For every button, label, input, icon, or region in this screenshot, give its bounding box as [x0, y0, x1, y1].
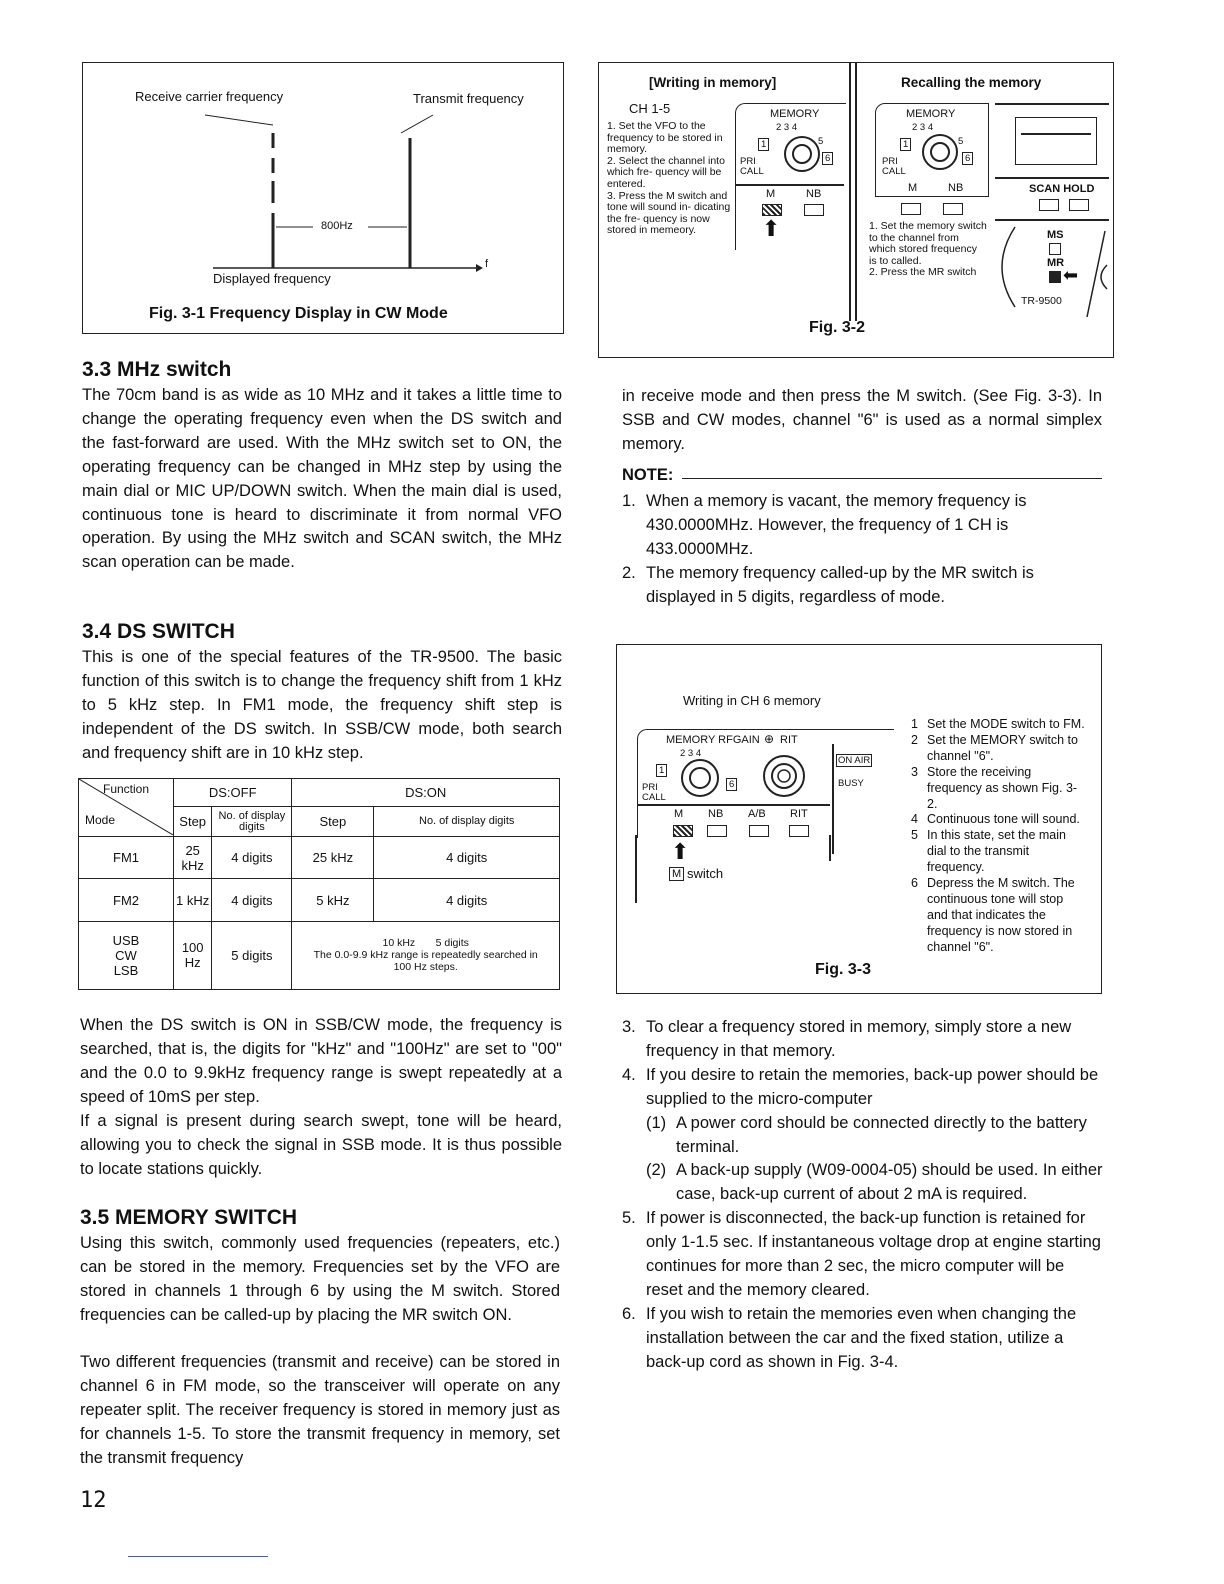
- mr-label: MR: [1047, 257, 1065, 269]
- digits-header: No. of display digits: [374, 807, 560, 837]
- ds-after-p1: When the DS switch is ON in SSB/CW mode, the frequency is searched, that is, the digits for "kHz" and "100Hz" are set to "00" and the 0.0 to 9.9kHz frequency range is swept repeatedly at a speed of 10mS per step.: [80, 1016, 562, 1106]
- mode-lsb: LSB: [113, 962, 139, 978]
- section-3-4-body: This is one of the special features of the TR-9500. The basic function of this switch is to change the frequency shift from 1 kHz to 5 kHz step. In FM1 mode, the frequency shift step is independent of the DS switch. In SSB/CW mode, both search and frequency shift are in 10 kHz step.: [82, 648, 562, 762]
- mr-switch[interactable]: [1049, 271, 1061, 283]
- channel-1: 1: [656, 764, 667, 777]
- ms-switch[interactable]: [1049, 243, 1061, 255]
- writing-step: 2. Select the channel into which fre- quency will be entered.: [607, 154, 725, 190]
- channel-1: 1: [758, 138, 769, 151]
- on-note: The 0.0-9.9 kHz range is repeatedly searched in 100 Hz steps.: [313, 949, 538, 974]
- memory-dial-icon[interactable]: [920, 132, 960, 172]
- writing-title: [Writing in memory]: [649, 75, 777, 90]
- off-step-cell: 25 kHz: [174, 837, 212, 879]
- ms-label: MS: [1047, 229, 1064, 241]
- list-item: 3. To clear a frequency stored in memory, simply store a new frequency in that memory.: [622, 1018, 1072, 1060]
- on-digits-cell: 4 digits: [374, 879, 560, 921]
- call-label: CALL: [882, 166, 906, 177]
- section-3-4-title: 3.4 DS SWITCH: [82, 620, 235, 643]
- channel-6: 6: [962, 152, 973, 165]
- rit-label: RIT: [790, 808, 808, 820]
- channel-6: 6: [726, 778, 737, 791]
- channel-6: 6: [822, 152, 833, 165]
- list-item: (1) A power cord should be connected directly to the battery terminal.: [646, 1113, 1087, 1156]
- frequency-axis-label: f: [485, 258, 489, 270]
- offset-800hz-label: 800Hz: [321, 220, 353, 232]
- arrow-left-icon: ⬅: [1063, 265, 1079, 285]
- m-switch[interactable]: [673, 825, 693, 837]
- list-item: 6. If you wish to retain the memories even when changing the installation between the car and the fixed station, utilize a back-up cord as shown in Fig. 3-4.: [622, 1304, 1077, 1371]
- table-row: [79, 879, 560, 921]
- figure-3-1: [82, 62, 564, 334]
- channel-1: 1: [900, 138, 911, 151]
- off-step-cell: 1 kHz: [174, 879, 212, 921]
- nb-label: NB: [708, 808, 724, 820]
- list-item: 2 Set the MEMORY switch to channel "6".: [911, 732, 1078, 763]
- mode-cell: [79, 921, 174, 989]
- figure-3-3-caption: Fig. 3-3: [815, 961, 872, 978]
- dial-rit-icon: ⊕: [764, 732, 775, 746]
- footer-rule: [128, 1556, 268, 1557]
- dial-numbers: 2 3 4: [680, 748, 702, 759]
- nb-label: NB: [806, 188, 822, 200]
- mode-header: Mode: [85, 813, 116, 827]
- nb-switch[interactable]: [707, 825, 727, 837]
- nb-label: NB: [948, 182, 964, 194]
- ch-1-5-label: CH 1-5: [629, 101, 671, 116]
- busy-label: BUSY: [838, 778, 864, 789]
- figure-3-1-caption: Fig. 3-1 Frequency Display in CW Mode: [149, 305, 448, 322]
- recall-steps: [869, 221, 987, 279]
- on-digits: 5 digits: [435, 937, 469, 950]
- figure-3-3: [616, 644, 1102, 994]
- pri-label: PRI: [642, 782, 658, 793]
- list-item: (2) A back-up supply (W09-0004-05) should be used. In either case, back-up current of about 2 mA is required.: [646, 1161, 1103, 1204]
- memory-panel-recall: [875, 103, 989, 197]
- figure-3-2-caption: Fig. 3-2: [809, 319, 866, 336]
- writing-step: 3. Press the M switch and tone will sound in- dicating the fre- quency is now stored in memeory.: [607, 189, 731, 237]
- onair-label: ON AIR: [838, 755, 871, 766]
- transmit-frequency-label: Transmit frequency: [413, 91, 524, 106]
- continuation-paragraph: in receive mode and then press the M switch. (See Fig. 3-3). In SSB and CW modes, channel "6" is used as a normal simplex memory.: [622, 387, 1102, 453]
- section-3-5-title: 3.5 MEMORY SWITCH: [80, 1206, 298, 1229]
- call-label: CALL: [740, 166, 764, 177]
- dial-numbers: 2 3 4: [912, 122, 934, 133]
- pri-label: PRI: [740, 156, 756, 167]
- m-label: M: [674, 808, 684, 820]
- rit-switch[interactable]: [789, 825, 809, 837]
- switch-label: switch: [687, 866, 724, 881]
- list-item: 4 Continuous tone will sound.: [911, 812, 1080, 827]
- recall-step: 1. Set the memory switch to the channel from which stored frequency is to called.: [869, 220, 987, 267]
- on-ssb-cell: [292, 921, 560, 989]
- off-digits-cell: 4 digits: [212, 879, 292, 921]
- dial-numbers: 2 3 4: [776, 122, 798, 133]
- list-item: 6 Depress the M switch. The continuous tone will stop and that indicates the frequency is now stored in channel "6".: [911, 876, 1075, 954]
- m-label: M: [908, 182, 918, 194]
- off-digits-cell: 5 digits: [212, 921, 292, 989]
- writing-steps: [607, 121, 733, 237]
- fig33-steps: [907, 717, 1087, 956]
- notes-list: [622, 490, 1102, 610]
- list-item: 4. If you desire to retain the memories, back-up power should be supplied to the micro-computer: [622, 1065, 1099, 1108]
- step-header: Step: [292, 807, 374, 837]
- list-item: 5. If power is disconnected, the back-up function is retained for only 1-1.5 sec. If instantaneous voltage drop at engine starting continues for more than 2 sec, the micro computer will be reset and the memory cleared.: [622, 1209, 1101, 1299]
- ab-label: A/B: [748, 808, 766, 820]
- figure-3-3-title: Writing in CH 6 memory: [683, 693, 821, 708]
- mode-cell: FM1: [79, 837, 174, 879]
- note-heading: [622, 466, 1102, 485]
- memory-label: MEMORY: [770, 108, 820, 120]
- arrow-up-icon: ⬆: [762, 216, 781, 241]
- table-row: [79, 921, 560, 989]
- dial-five: 5: [958, 136, 964, 147]
- call-label: CALL: [642, 792, 666, 803]
- on-step-cell: 5 kHz: [292, 879, 374, 921]
- pri-label: PRI: [882, 156, 898, 167]
- dial-five: 5: [818, 136, 824, 147]
- nb-switch[interactable]: [943, 203, 963, 215]
- table-corner: [79, 779, 174, 837]
- scan-hold-label: SCAN HOLD: [1029, 183, 1095, 195]
- list-item: 2. The memory frequency called-up by the MR switch is displayed in 5 digits, regardless of mode.: [622, 563, 1034, 606]
- step-header: Step: [174, 807, 212, 837]
- writing-step: 1. Set the VFO to the frequency to be stored in memory.: [607, 120, 723, 156]
- figure-3-2: [598, 62, 1114, 358]
- m-switch[interactable]: [762, 204, 782, 216]
- arrow-up-icon: ⬆: [671, 839, 690, 864]
- list-item: 3 Store the receiving frequency as shown Fig. 3-2.: [911, 764, 1078, 811]
- section-3-5-p1: Using this switch, commonly used frequencies (repeaters, etc.) can be stored in the memory. Frequencies set by the VFO are stored in channels 1 through 6 by using the M switch. Stored frequencies can be called-up by placing the MR switch ON.: [80, 1234, 560, 1324]
- scan-switch[interactable]: [1039, 199, 1059, 211]
- page-number: 12: [80, 1488, 107, 1513]
- ds-switch-table: [78, 778, 560, 990]
- digits-header: No. of display digits: [212, 807, 292, 837]
- recall-step: 2. Press the MR switch: [869, 266, 977, 279]
- mode-usb: USB: [112, 932, 140, 948]
- note-label: NOTE:: [622, 466, 674, 484]
- hold-switch[interactable]: [1069, 199, 1089, 211]
- section-3-3-title: 3.3 MHz switch: [82, 358, 232, 381]
- on-step: 10 kHz: [382, 937, 416, 950]
- memory-notes-list: [622, 1016, 1104, 1375]
- front-panel: [637, 729, 894, 838]
- panel-label: MEMORY RFGAIN: [666, 734, 760, 746]
- ds-after-p2: If a signal is present during search swept, tone will be heard, allowing you to check the signal in SSB mode. It is thus possible to locate stations quickly.: [80, 1112, 562, 1178]
- rit-label: RIT: [780, 734, 798, 746]
- rf-gain-knob-icon[interactable]: [758, 750, 810, 802]
- dson-header: DS:ON: [292, 779, 560, 807]
- nb-switch[interactable]: [804, 204, 824, 216]
- list-item: 5 In this state, set the main dial to the transmit frequency.: [911, 828, 1066, 875]
- memory-label: MEMORY: [906, 108, 956, 120]
- cw-frequency-diagram: [83, 63, 563, 333]
- model-label: TR-9500: [1021, 295, 1062, 307]
- m-label: M: [766, 188, 776, 200]
- section-3-3-body: The 70cm band is as wide as 10 MHz and it takes a little time to change the operating frequency even when the DS switch and the fast-forward are used. With the MHz switch set to ON, the operating frequency can be changed in MHz step by using the main dial or MIC UP/DOWN switch. When the main dial is used, continuous tone is heard to discriminate it from normal VFO operation. By using the MHz switch and SCAN switch, the MHz scan operation can be made.: [82, 386, 562, 572]
- m-switch[interactable]: [901, 203, 921, 215]
- function-header: Function: [103, 782, 150, 796]
- list-item: 1. When a memory is vacant, the memory frequency is 430.0000MHz. However, the frequency of 1 CH is 433.0000MHz.: [622, 492, 1027, 558]
- mode-cw: CW: [115, 947, 137, 963]
- off-digits-cell: 4 digits: [212, 837, 292, 879]
- memory-panel-writing: [735, 103, 846, 250]
- memory-dial-icon[interactable]: [678, 756, 722, 800]
- list-item: 1 Set the MODE switch to FM.: [911, 717, 1085, 731]
- section-3-5-p2: Two different frequencies (transmit and receive) can be stored in channel 6 in FM mode, so the transceiver will operate on any repeater split. The receiver frequency is stored in memory just as for channels 1-5. To store the transmit frequency in memory, set the transmit frequency: [80, 1353, 560, 1467]
- recalling-title: Recalling the memory: [901, 75, 1042, 90]
- displayed-frequency-label: Displayed frequency: [213, 271, 331, 286]
- tr9500-panel: [995, 103, 1109, 317]
- memory-dial-icon[interactable]: [782, 134, 822, 174]
- table-row: [79, 837, 560, 879]
- receive-carrier-label: Receive carrier frequency: [135, 89, 284, 104]
- dsoff-header: DS:OFF: [174, 779, 292, 807]
- m-switch-icon: M: [669, 867, 684, 881]
- on-digits-cell: 4 digits: [374, 837, 560, 879]
- ab-switch[interactable]: [749, 825, 769, 837]
- mode-cell: FM2: [79, 879, 174, 921]
- off-step-cell: 100 Hz: [174, 921, 212, 989]
- on-step-cell: 25 kHz: [292, 837, 374, 879]
